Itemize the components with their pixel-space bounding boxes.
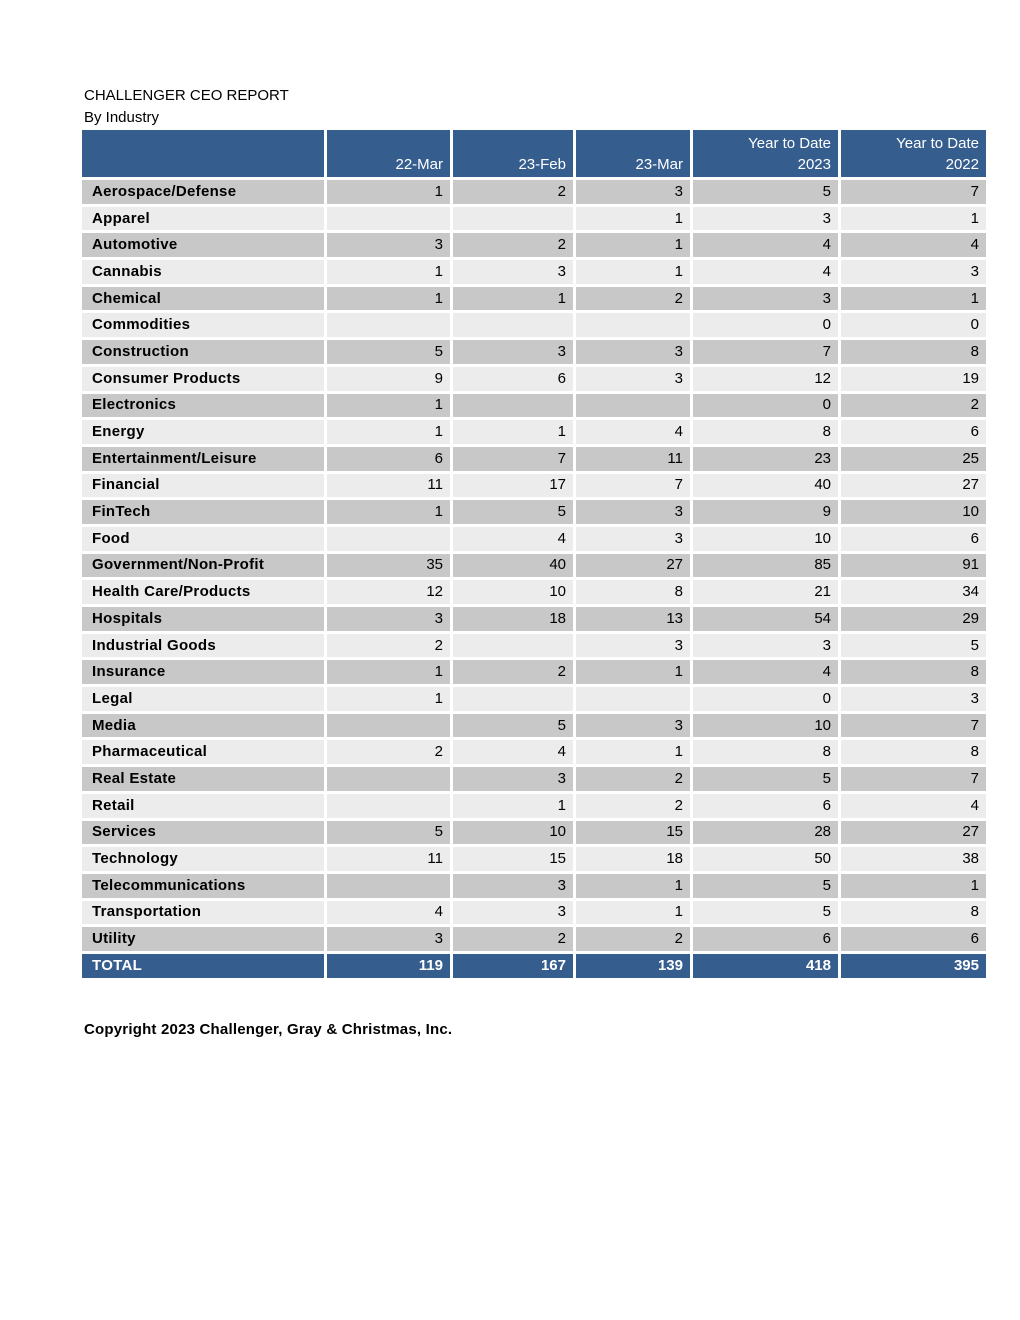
header-label: 2022 — [945, 156, 979, 173]
value-cell: 27 — [841, 474, 986, 498]
table-header-row — [82, 130, 986, 177]
value-cell: 5 — [693, 180, 838, 204]
industry-name: Apparel — [82, 207, 324, 231]
table-row — [82, 821, 986, 845]
value-cell: 1 — [576, 233, 690, 257]
value-cell: 1 — [327, 500, 450, 524]
industry-name: Energy — [82, 420, 324, 444]
industry-name: Entertainment/Leisure — [82, 447, 324, 471]
value-cell: 35 — [327, 554, 450, 578]
table-row — [82, 527, 986, 551]
industry-name: Retail — [82, 794, 324, 818]
value-cell — [576, 313, 690, 337]
table-row — [82, 367, 986, 391]
industry-name: Consumer Products — [82, 367, 324, 391]
value-cell: 1 — [327, 260, 450, 284]
value-cell: 3 — [576, 340, 690, 364]
value-cell: 6 — [327, 447, 450, 471]
table-row — [82, 554, 986, 578]
value-cell: 1 — [327, 394, 450, 418]
value-cell: 10 — [841, 500, 986, 524]
value-cell: 7 — [576, 474, 690, 498]
value-cell: 0 — [693, 313, 838, 337]
value-cell: 3 — [453, 260, 573, 284]
value-cell: 12 — [327, 580, 450, 604]
industry-table — [79, 127, 989, 981]
header-label: 22-Mar — [395, 156, 443, 173]
value-cell: 21 — [693, 580, 838, 604]
value-cell: 85 — [693, 554, 838, 578]
value-cell: 1 — [327, 420, 450, 444]
value-cell: 8 — [841, 660, 986, 684]
value-cell — [327, 527, 450, 551]
value-cell — [327, 794, 450, 818]
value-cell: 5 — [693, 767, 838, 791]
value-cell: 19 — [841, 367, 986, 391]
industry-name: Pharmaceutical — [82, 740, 324, 764]
value-cell: 12 — [693, 367, 838, 391]
value-cell: 6 — [453, 367, 573, 391]
value-cell: 13 — [576, 607, 690, 631]
table-row — [82, 580, 986, 604]
value-cell: 40 — [693, 474, 838, 498]
value-cell: 3 — [576, 527, 690, 551]
value-cell: 10 — [453, 580, 573, 604]
value-cell: 8 — [841, 340, 986, 364]
value-cell — [453, 687, 573, 711]
value-cell: 4 — [453, 527, 573, 551]
header-cell — [327, 130, 450, 177]
value-cell: 4 — [327, 901, 450, 925]
value-cell: 1 — [576, 260, 690, 284]
value-cell: 2 — [576, 767, 690, 791]
total-value: 418 — [693, 954, 838, 978]
value-cell: 0 — [693, 394, 838, 418]
total-value: 167 — [453, 954, 573, 978]
value-cell — [453, 634, 573, 658]
value-cell: 5 — [693, 901, 838, 925]
table-row — [82, 687, 986, 711]
value-cell: 3 — [841, 687, 986, 711]
value-cell: 2 — [453, 927, 573, 951]
value-cell: 28 — [693, 821, 838, 845]
value-cell: 1 — [453, 287, 573, 311]
table-row — [82, 500, 986, 524]
value-cell: 1 — [576, 660, 690, 684]
value-cell: 4 — [693, 660, 838, 684]
value-cell — [327, 313, 450, 337]
value-cell: 8 — [693, 740, 838, 764]
value-cell: 1 — [841, 874, 986, 898]
total-value: 119 — [327, 954, 450, 978]
value-cell: 3 — [453, 340, 573, 364]
total-label: TOTAL — [82, 954, 324, 978]
industry-name: Services — [82, 821, 324, 845]
value-cell: 2 — [327, 634, 450, 658]
value-cell: 0 — [693, 687, 838, 711]
table-row — [82, 340, 986, 364]
value-cell: 7 — [453, 447, 573, 471]
industry-name: Insurance — [82, 660, 324, 684]
value-cell: 9 — [693, 500, 838, 524]
value-cell: 5 — [453, 714, 573, 738]
value-cell — [327, 874, 450, 898]
value-cell: 3 — [453, 901, 573, 925]
value-cell: 3 — [327, 233, 450, 257]
industry-name: Commodities — [82, 313, 324, 337]
value-cell: 15 — [453, 847, 573, 871]
table-row — [82, 474, 986, 498]
table-row — [82, 847, 986, 871]
value-cell — [327, 767, 450, 791]
industry-name: Electronics — [82, 394, 324, 418]
value-cell: 1 — [327, 660, 450, 684]
value-cell: 10 — [693, 714, 838, 738]
industry-name: FinTech — [82, 500, 324, 524]
total-value: 139 — [576, 954, 690, 978]
value-cell: 5 — [453, 500, 573, 524]
value-cell: 2 — [576, 927, 690, 951]
value-cell: 3 — [576, 367, 690, 391]
value-cell: 2 — [576, 287, 690, 311]
table-row — [82, 260, 986, 284]
table-row — [82, 714, 986, 738]
value-cell: 6 — [841, 527, 986, 551]
value-cell: 4 — [693, 260, 838, 284]
value-cell: 1 — [327, 180, 450, 204]
value-cell: 2 — [453, 660, 573, 684]
value-cell: 23 — [693, 447, 838, 471]
report-title: CHALLENGER CEO REPORT — [84, 87, 289, 104]
industry-name: Government/Non-Profit — [82, 554, 324, 578]
value-cell: 10 — [693, 527, 838, 551]
industry-name: Telecommunications — [82, 874, 324, 898]
value-cell: 4 — [841, 233, 986, 257]
value-cell: 10 — [453, 821, 573, 845]
header-label: Year to Date — [896, 135, 979, 152]
table-row — [82, 447, 986, 471]
table-row — [82, 180, 986, 204]
value-cell: 1 — [453, 794, 573, 818]
industry-name: Transportation — [82, 901, 324, 925]
table-row — [82, 927, 986, 951]
value-cell: 9 — [327, 367, 450, 391]
value-cell: 4 — [841, 794, 986, 818]
table-row — [82, 660, 986, 684]
value-cell: 1 — [453, 420, 573, 444]
value-cell: 4 — [576, 420, 690, 444]
value-cell: 11 — [327, 474, 450, 498]
industry-name: Utility — [82, 927, 324, 951]
value-cell: 1 — [841, 287, 986, 311]
table-row — [82, 313, 986, 337]
industry-name: Legal — [82, 687, 324, 711]
value-cell: 7 — [841, 180, 986, 204]
value-cell — [576, 687, 690, 711]
table-row — [82, 207, 986, 231]
header-cell — [453, 130, 573, 177]
table-row — [82, 901, 986, 925]
value-cell: 2 — [327, 740, 450, 764]
report-subtitle: By Industry — [84, 109, 160, 126]
table-row — [82, 394, 986, 418]
value-cell: 1 — [576, 901, 690, 925]
table-row — [82, 287, 986, 311]
value-cell: 11 — [576, 447, 690, 471]
value-cell: 6 — [693, 794, 838, 818]
value-cell: 0 — [841, 313, 986, 337]
industry-name: Automotive — [82, 233, 324, 257]
value-cell: 3 — [576, 180, 690, 204]
header-label: 23-Feb — [518, 156, 566, 173]
value-cell: 1 — [841, 207, 986, 231]
value-cell: 3 — [693, 207, 838, 231]
value-cell: 40 — [453, 554, 573, 578]
value-cell: 1 — [327, 687, 450, 711]
table-row — [82, 607, 986, 631]
value-cell: 1 — [576, 874, 690, 898]
value-cell: 2 — [453, 233, 573, 257]
value-cell: 6 — [841, 927, 986, 951]
total-value: 395 — [841, 954, 986, 978]
value-cell: 5 — [327, 821, 450, 845]
header-cell-industry — [82, 130, 324, 177]
value-cell: 18 — [576, 847, 690, 871]
table-row — [82, 794, 986, 818]
value-cell: 7 — [841, 714, 986, 738]
copyright-notice: Copyright 2023 Challenger, Gray & Christmas, Inc. — [84, 1021, 453, 1038]
value-cell: 27 — [576, 554, 690, 578]
industry-name: Chemical — [82, 287, 324, 311]
value-cell: 27 — [841, 821, 986, 845]
value-cell — [453, 313, 573, 337]
value-cell — [327, 714, 450, 738]
value-cell: 3 — [693, 287, 838, 311]
value-cell — [453, 394, 573, 418]
industry-name: Technology — [82, 847, 324, 871]
table-row — [82, 874, 986, 898]
value-cell: 2 — [841, 394, 986, 418]
value-cell: 5 — [693, 874, 838, 898]
table-row — [82, 740, 986, 764]
value-cell — [453, 207, 573, 231]
value-cell: 7 — [693, 340, 838, 364]
value-cell: 7 — [841, 767, 986, 791]
value-cell: 3 — [453, 767, 573, 791]
value-cell: 18 — [453, 607, 573, 631]
value-cell: 17 — [453, 474, 573, 498]
value-cell: 5 — [327, 340, 450, 364]
header-label: 2023 — [797, 156, 831, 173]
industry-name: Hospitals — [82, 607, 324, 631]
table-row — [82, 767, 986, 791]
table-row — [82, 420, 986, 444]
header-cell — [576, 130, 690, 177]
industry-name: Food — [82, 527, 324, 551]
table-body — [82, 180, 986, 978]
industry-name: Aerospace/Defense — [82, 180, 324, 204]
value-cell: 54 — [693, 607, 838, 631]
industry-name: Real Estate — [82, 767, 324, 791]
industry-name: Construction — [82, 340, 324, 364]
header-label: Year to Date — [748, 135, 831, 152]
value-cell: 3 — [576, 634, 690, 658]
industry-name: Industrial Goods — [82, 634, 324, 658]
value-cell — [327, 207, 450, 231]
value-cell: 3 — [327, 607, 450, 631]
value-cell: 29 — [841, 607, 986, 631]
header-cell — [693, 130, 838, 177]
value-cell: 6 — [693, 927, 838, 951]
value-cell: 2 — [576, 794, 690, 818]
value-cell: 4 — [453, 740, 573, 764]
value-cell: 4 — [693, 233, 838, 257]
table-row — [82, 233, 986, 257]
value-cell: 8 — [693, 420, 838, 444]
value-cell: 1 — [576, 207, 690, 231]
value-cell: 3 — [576, 714, 690, 738]
value-cell: 6 — [841, 420, 986, 444]
value-cell: 3 — [693, 634, 838, 658]
value-cell: 3 — [841, 260, 986, 284]
table-row — [82, 634, 986, 658]
industry-name: Cannabis — [82, 260, 324, 284]
value-cell: 2 — [453, 180, 573, 204]
value-cell: 8 — [841, 901, 986, 925]
value-cell: 8 — [576, 580, 690, 604]
industry-name: Media — [82, 714, 324, 738]
industry-name: Health Care/Products — [82, 580, 324, 604]
value-cell: 3 — [576, 500, 690, 524]
total-row — [82, 954, 986, 978]
industry-name: Financial — [82, 474, 324, 498]
header-cell — [841, 130, 986, 177]
value-cell: 8 — [841, 740, 986, 764]
value-cell: 91 — [841, 554, 986, 578]
value-cell: 34 — [841, 580, 986, 604]
header-label: 23-Mar — [635, 156, 683, 173]
value-cell: 5 — [841, 634, 986, 658]
value-cell: 15 — [576, 821, 690, 845]
value-cell: 1 — [327, 287, 450, 311]
value-cell: 3 — [453, 874, 573, 898]
value-cell: 38 — [841, 847, 986, 871]
value-cell — [576, 394, 690, 418]
value-cell: 3 — [327, 927, 450, 951]
value-cell: 11 — [327, 847, 450, 871]
value-cell: 50 — [693, 847, 838, 871]
value-cell: 25 — [841, 447, 986, 471]
value-cell: 1 — [576, 740, 690, 764]
